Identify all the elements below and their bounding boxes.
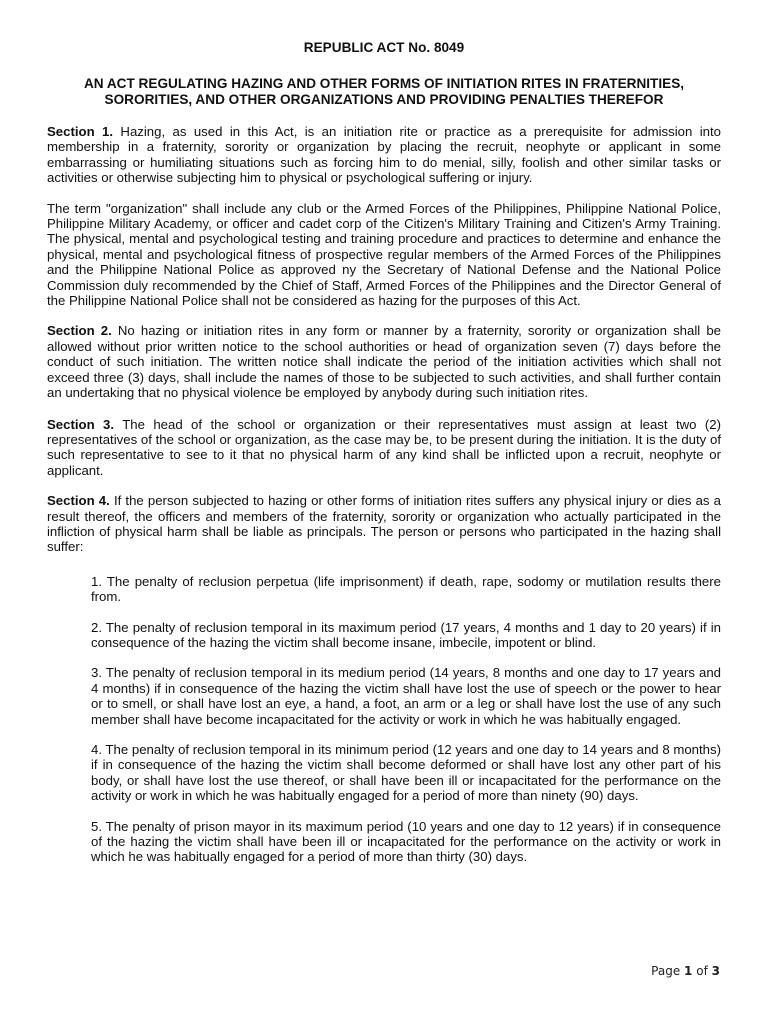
organization-definition-text: The term "organization" shall include any club or the Armed Forces of the Philippines, Philippine National Police, Philippine Military Academy, or officer and cadet corp of the Citizen's Military Training and Citizen's Army Training. The physical, mental and psychological testing and training procedure and practices to determine and enhance the physical, mental and psychological fitness of prospective regular members of the Armed Forces of the Philippines and the Philippine National Police as approved ny the Secretary of National Defense and the National Police Commission duly recommended by the Chief of Staff, Armed Forces of the Philippines and the Director General of the Philippine National Police shall not be considered as hazing for the purposes of this Act. [47,200,721,309]
penalty-item: 4. The penalty of reclusion temporal in its minimum period (12 years and one day to 14 years and 8 months) if in consequence of the hazing the victim shall become deformed or shall have lost any other part of his body, or shall have lost the use thereof, or shall have been ill or incapacitated for the performance on the activity or work in which he was habitually engaged for a period of more than ninety (90) days. [91,742,721,804]
subtitle-line-2: SORORITIES, AND OTHER ORGANIZATIONS AND PROVIDING PENALTIES THEREFOR [104,92,664,107]
penalty-item: 2. The penalty of reclusion temporal in its maximum period (17 years, 4 months and 1 day to 20 years) if in consequence of the hazing the victim shall become insane, imbecile, impotent or blind. [91,619,721,650]
section-3-label: Section 3. [47,416,115,432]
section-2-label: Section 2. [47,323,112,339]
page-current: 1 [684,964,693,978]
page-number-footer [651,964,720,978]
section-1-text: Hazing, as used in this Act, is an initiation rite or practice as a prerequisite for admission into membership in a fraternity, sorority or organization by placing the recruit, neophyte or applicant in some embarrassing or humiliating situations such as forcing him to do menial, silly, foolish and other similar tasks or activities or otherwise subjecting him to physical or psychological suffering or injury. [47,124,721,186]
section-1-paragraph [47,124,721,186]
page-word: Page [651,964,681,978]
section-4-text: If the person subjected to hazing or other forms of initiation rites suffers any physical injury or dies as a result thereof, the officers and members of the fraternity, sorority or organization who actually participated in the infliction of physical harm shall be liable as principals. The person or persons who participated in the hazing shall suffer: [47,493,721,555]
section-3-text: The head of the school or organization or their representatives must assign at least two (2) representatives of the school or organization, as the case may be, to be present during the initiation. It is the duty of such representative to see to it that no physical harm of any kind shall be inflicted upon a recruit, neophyte or applicant. [47,416,721,478]
section-4-paragraph [47,493,721,555]
organization-definition-paragraph [47,201,721,309]
penalty-item: 3. The penalty of reclusion temporal in its medium period (14 years, 8 months and one day to 17 years and 4 months) if in consequence of the hazing the victim shall have lost the use of speech or the power to hear or to smell, or shall have lost an eye, a hand, a foot, an arm or a leg or shall have lost the use of any such member shall have become incapacitated for the activity or work in which he was habitually engaged. [91,665,721,727]
penalty-item: 5. The penalty of prison mayor in its maximum period (10 years and one day to 12 years) if in consequence of the hazing the victim shall have been ill or incapacitated for the performance on the activity or work in which he was habitually engaged for a period of more than thirty (30) days. [91,818,721,865]
section-4-label: Section 4. [47,493,110,509]
penalty-item: 1. The penalty of reclusion perpetua (life imprisonment) if death, rape, sodomy or mutilation results there from. [91,573,721,605]
document-title: REPUBLIC ACT No. 8049 [303,40,465,55]
section-2-paragraph [47,323,721,400]
document-body [47,124,721,880]
page-total: 3 [711,964,720,978]
document-subtitle [48,76,720,108]
subtitle-line-1: AN ACT REGULATING HAZING AND OTHER FORMS OF INITIATION RITES IN FRATERNITIES, [83,76,685,91]
of-word: of [696,964,708,978]
penalties-list [91,574,721,865]
section-1-label: Section 1. [47,124,114,139]
section-2-text: No hazing or initiation rites in any form or manner by a fraternity, sorority or organization shall be allowed without prior written notice to the school authorities or head of organization seven (7) days before the conduct of such initiation. The written notice shall indicate the period of the initiation activities which shall not exceed three (3) days, shall include the names of those to be subjected to such activities, and shall further contain an undertaking that no physical violence be employed by anybody during such initiation rites. [47,323,722,401]
section-3-paragraph [47,417,721,479]
